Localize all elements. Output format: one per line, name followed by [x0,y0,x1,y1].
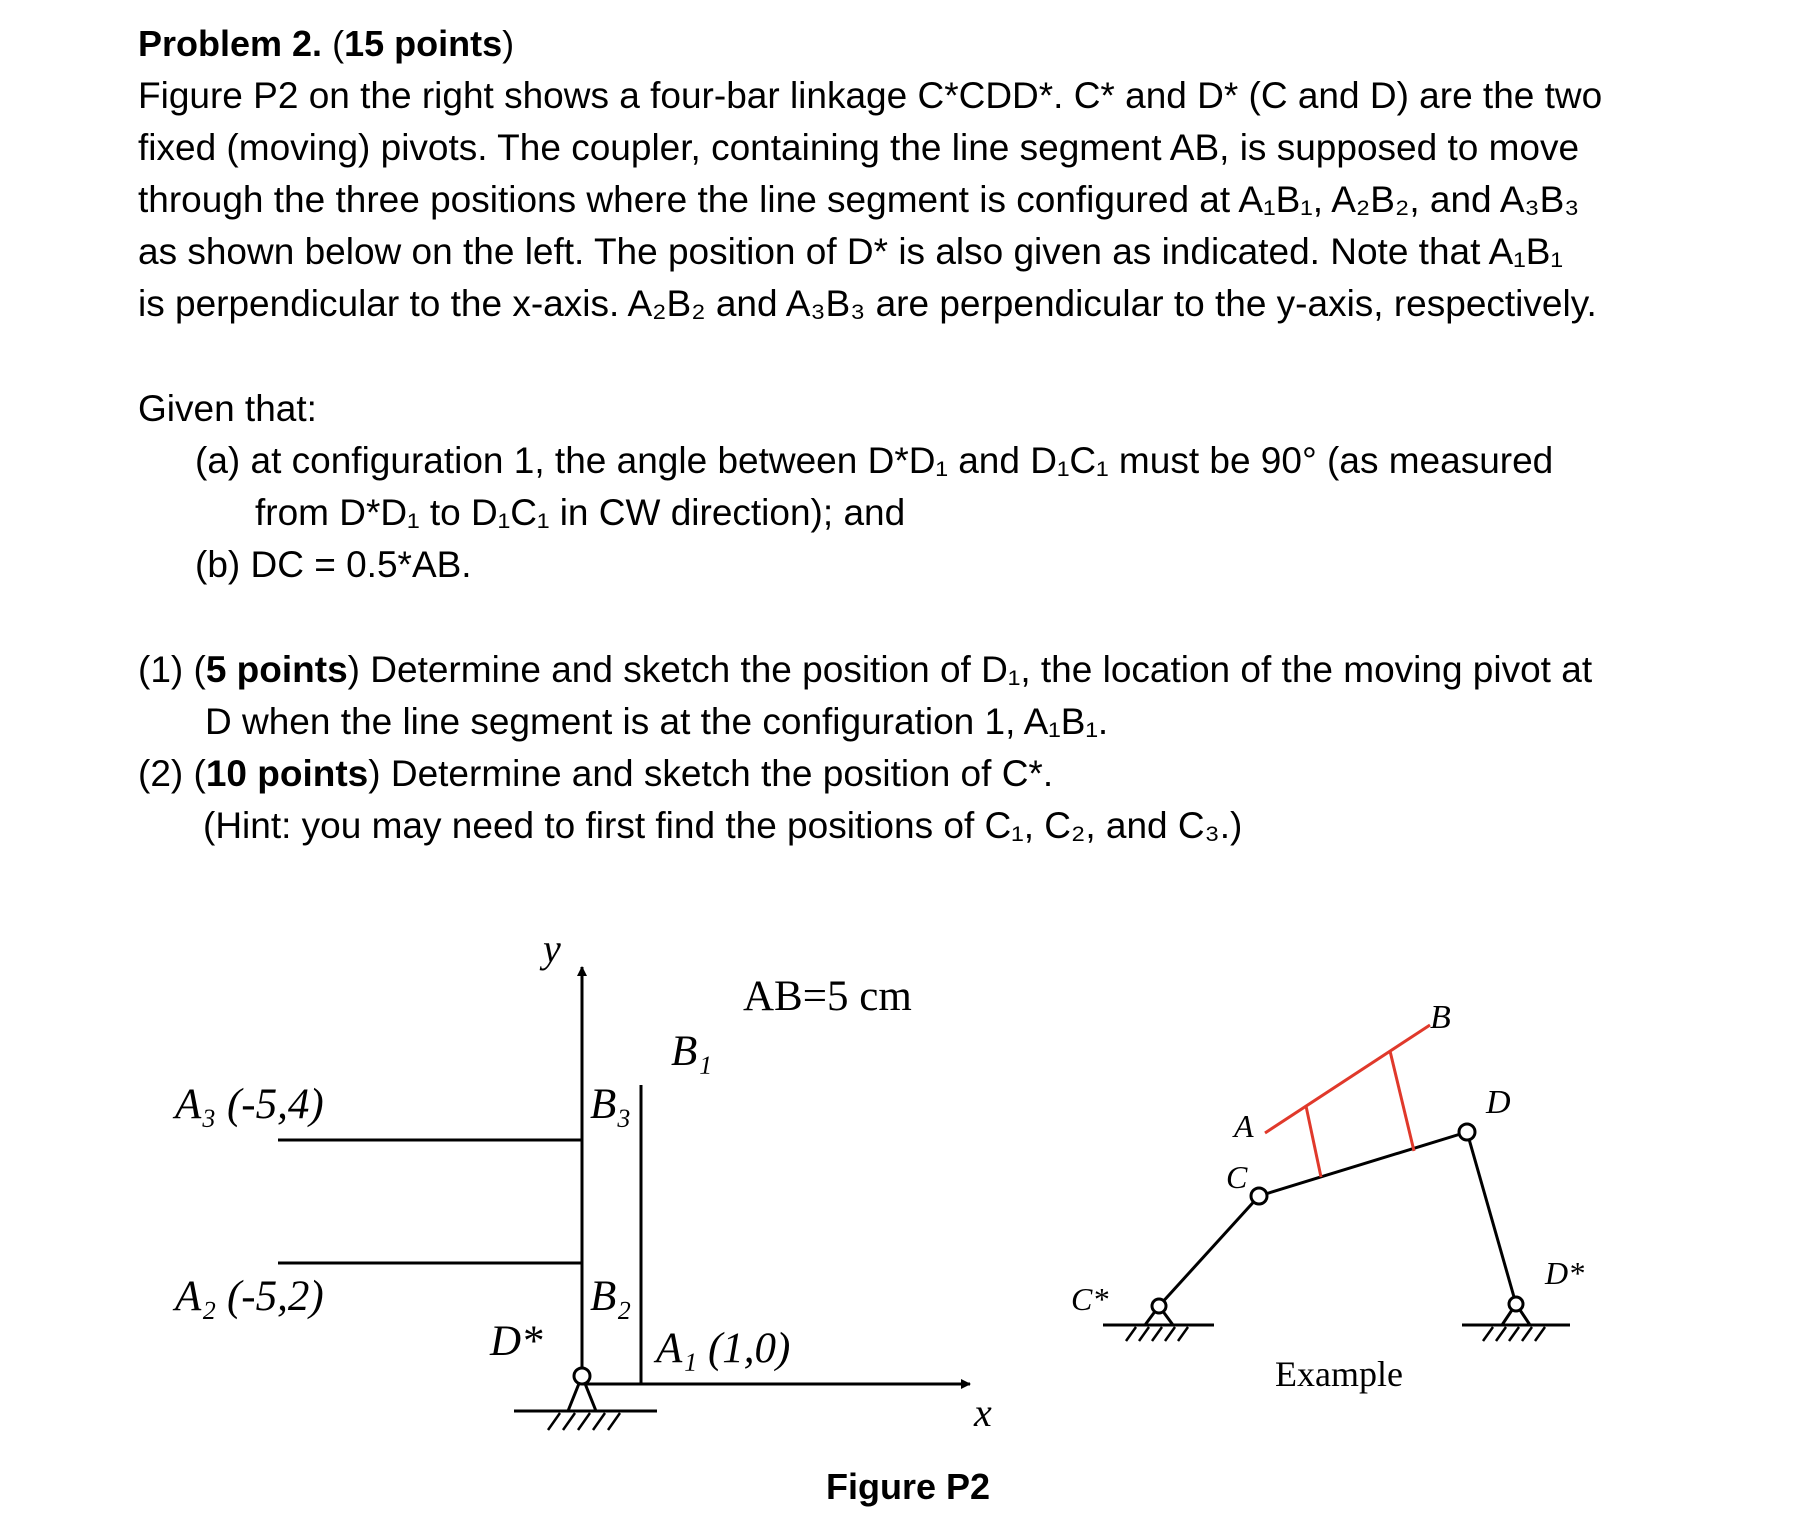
example-label-b: B [1430,999,1451,1036]
fixed-pivot-dstar [514,1368,657,1430]
ab-length-label: AB=5 cm [743,973,912,1020]
example-link-d-dstar [1467,1132,1516,1304]
question-1-text: ) Determine and sketch the position of D₁, the location of the moving pivot at [347,649,1593,690]
example-pivot-c [1251,1188,1267,1204]
given-a-line-1: (a) at configuration 1, the angle between D*D₁ and D₁C₁ must be 90° (as measured [195,440,1554,481]
intro-line-2: fixed (moving) pivots. The coupler, containing the line segment AB, is supposed to move [138,127,1580,168]
intro-line-5: is perpendicular to the x-axis. A₂B₂ and A₃B₃ are perpendicular to the y-axis, respectively. [138,283,1597,324]
question-2-hint: (Hint: you may need to first find the positions of C₁, C₂, and C₃.) [203,805,1243,846]
label-b2: B₂ [590,1273,632,1320]
example-label-a: A [1234,1108,1254,1144]
label-b3: B₃ [590,1081,632,1128]
figure-caption: Figure P2 [825,1466,991,1507]
label-dstar: D* [490,1318,543,1365]
question-2-points: 10 points [205,753,369,794]
example-ground-cstar [1103,1299,1214,1341]
example-label-c: C [1226,1159,1248,1195]
example-support-2 [1390,1051,1414,1151]
example-label-cstar: C* [1071,1281,1109,1317]
example-pivot-d [1459,1124,1475,1140]
problem-number: Problem 2. [138,23,323,64]
axis-y-label: y [543,926,561,971]
question-1-line-2: D when the line segment is at the configuration 1, A₁B₁. [205,701,1109,742]
example-label-d: D [1486,1084,1511,1121]
example-ground-dstar [1462,1297,1570,1341]
points-open-paren: ( [322,23,345,64]
given-heading: Given that: [138,388,317,429]
label-b1: B₁ [671,1028,713,1075]
intro-line-3: through the three positions where the line segment is configured at A₁B₁, A₂B₂, and A₃B₃ [138,179,1580,220]
problem-points: 15 points [344,23,503,64]
intro-line-1: Figure P2 on the right shows a four-bar linkage C*CDD*. C* and D* (C and D) are the two [138,75,1603,116]
example-diagram [1071,999,1584,1394]
question-2-number: (2) ( [138,753,206,794]
example-label-dstar: D* [1545,1255,1585,1291]
label-a2: A₂ (-5,2) [175,1273,324,1320]
points-close-paren: ) [502,23,515,64]
given-b-line: (b) DC = 0.5*AB. [195,544,472,585]
axis-x-label: x [974,1390,992,1435]
example-coupler-cd [1259,1132,1467,1196]
example-support-1 [1306,1106,1321,1177]
label-a3: A₃ (-5,4) [175,1081,324,1128]
question-1-points: 5 points [205,649,348,690]
question-2-text: ) Determine and sketch the position of C*. [368,753,1054,794]
given-a-line-2: from D*D₁ to D₁C₁ in CW direction); and [255,492,906,533]
intro-line-4: as shown below on the left. The position of D* is also given as indicated. Note that A₁B₁ [138,231,1563,272]
question-1-number: (1) ( [138,649,206,690]
example-link-cstar-c [1159,1196,1259,1306]
example-caption: Example [1275,1354,1403,1394]
label-a1: A₁ (1,0) [656,1325,791,1372]
